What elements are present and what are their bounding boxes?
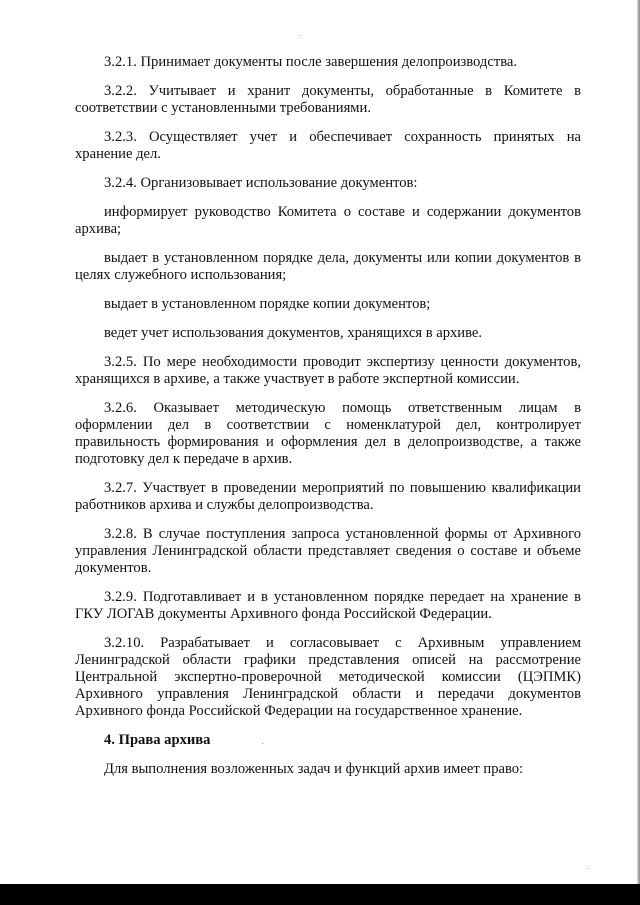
scan-bottom-border xyxy=(0,884,640,905)
page-content xyxy=(75,54,581,790)
section-intro: Для выполнения возложенных задач и функций архив имеет право: xyxy=(104,761,524,777)
scan-speck xyxy=(588,868,589,869)
paragraph-3-2-7: 3.2.7. Участвует в проведении мероприятий по повышению квалификации работников архива и службы делопроизводства. xyxy=(75,480,581,513)
scan-speck xyxy=(300,35,301,36)
paragraph-3-2-8: 3.2.8. В случае поступления запроса установленной формы от Архивного управления Ленинградской области представляет сведения о составе и объеме документов. xyxy=(75,526,581,576)
scan-speck xyxy=(262,743,263,744)
list-item-issue-copies: выдает в установленном порядке копии документов; xyxy=(104,296,431,312)
section-heading: 4. Права архива xyxy=(104,732,211,748)
list-item-inform: информирует руководство Комитета о составе и содержании документов архива; xyxy=(75,204,581,237)
paragraph-3-2-10: 3.2.10. Разрабатывает и согласовывает с Архивным управлением Ленинградской области графики представления описей на рассмотрение Центральной экспертно-проверочной методической комиссии (ЦЭПМК) Архивного управления Ленинградской области и передачи документов Архивного фонда Российской Федерации на государственное хранение. xyxy=(75,635,581,719)
list-item-track-usage: ведет учет использования документов, хранящихся в архиве. xyxy=(104,325,483,341)
paragraph-3-2-4: 3.2.4. Организовывает использование документов: xyxy=(104,175,418,191)
paragraph-3-2-1: 3.2.1. Принимает документы после завершения делопроизводства. xyxy=(104,54,518,70)
list-item-issue-files: выдает в установленном порядке дела, документы или копии документов в целях служебного использования; xyxy=(75,250,581,283)
paragraph-3-2-5: 3.2.5. По мере необходимости проводит экспертизу ценности документов, хранящихся в архиве, а также участвует в работе экспертной комиссии. xyxy=(75,354,581,387)
paragraph-3-2-3: 3.2.3. Осуществляет учет и обеспечивает сохранность принятых на хранение дел. xyxy=(75,129,581,162)
paragraph-3-2-6: 3.2.6. Оказывает методическую помощь ответственным лицам в оформлении дел в соответствии с номенклатурой дел, контролирует правильность формирования и оформления дел в делопроизводстве, а также подготовку дел к передаче в архив. xyxy=(75,400,581,467)
paragraph-3-2-9: 3.2.9. Подготавливает и в установленном порядке передает на хранение в ГКУ ЛОГАВ документы Архивного фонда Российской Федерации. xyxy=(75,589,581,622)
paragraph-3-2-2: 3.2.2. Учитывает и хранит документы, обработанные в Комитете в соответствии с установленными требованиями. xyxy=(75,83,581,116)
